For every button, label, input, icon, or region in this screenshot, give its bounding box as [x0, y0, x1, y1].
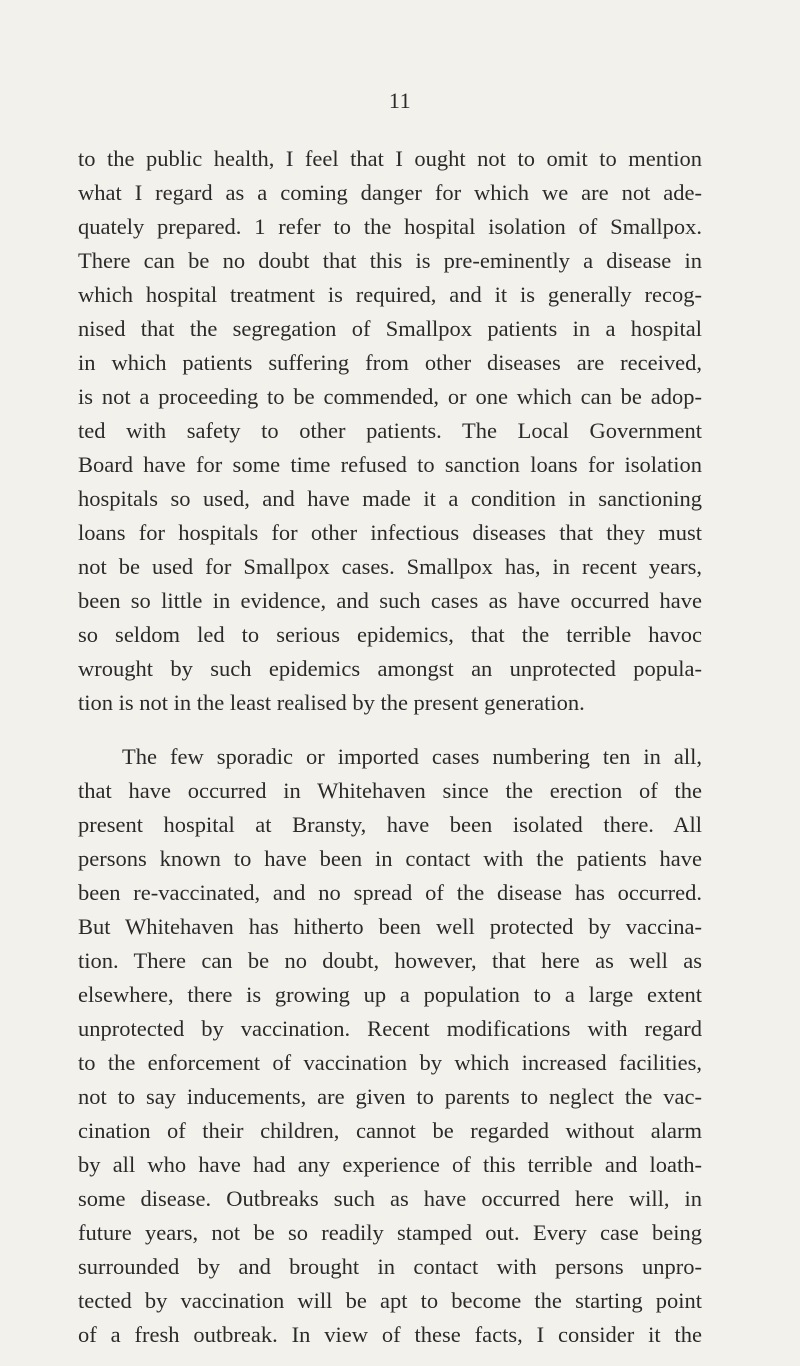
text-line: present hospital at Bransty, have been isolated there. All — [78, 812, 702, 837]
text-line: to the enforcement of vaccination by which increased facilities, — [78, 1050, 702, 1075]
text-line: to the public health, I feel that I ought not to omit to mention — [78, 146, 702, 171]
text-line: tion. There can be no doubt, however, that here as well as — [78, 948, 702, 973]
text-line: There can be no doubt that this is pre-eminently a disease in — [78, 248, 702, 273]
text-line: Board have for some time refused to sanction loans for isolation — [78, 452, 702, 477]
text-line: quately prepared. 1 refer to the hospital isolation of Smallpox. — [78, 214, 702, 239]
text-line: what I regard as a coming danger for which we are not ade- — [78, 180, 702, 205]
text-line: not to say inducements, are given to parents to neglect the vac- — [78, 1084, 702, 1109]
page-number: 11 — [388, 88, 412, 113]
text-line: that have occurred in Whitehaven since the erection of the — [78, 778, 702, 803]
text-line: been so little in evidence, and such cases as have occurred have — [78, 588, 702, 613]
text-line: not be used for Smallpox cases. Smallpox has, in recent years, — [78, 554, 702, 579]
text-line: ted with safety to other patients. The Local Government — [78, 418, 702, 443]
text-line: unprotected by vaccination. Recent modifications with regard — [78, 1016, 702, 1041]
text-line: future years, not be so readily stamped out. Every case being — [78, 1220, 702, 1245]
text-line: loans for hospitals for other infectious diseases that they must — [78, 520, 702, 545]
text-line: persons known to have been in contact with the patients have — [78, 846, 702, 871]
text-line: tion is not in the least realised by the present generation. — [78, 690, 585, 715]
text-line: by all who have had any experience of this terrible and loath- — [78, 1152, 702, 1177]
text-line: The few sporadic or imported cases numbering ten in all, — [122, 744, 702, 769]
text-line: nised that the segregation of Smallpox patients in a hospital — [78, 316, 702, 341]
text-line: surrounded by and brought in contact with persons unpro- — [78, 1254, 702, 1279]
text-line: been re-vaccinated, and no spread of the disease has occurred. — [78, 880, 702, 905]
text-line: But Whitehaven has hitherto been well protected by vaccina- — [78, 914, 702, 939]
text-line: is not a proceeding to be commended, or one which can be adop- — [78, 384, 702, 409]
text-line: wrought by such epidemics amongst an unprotected popula- — [78, 656, 702, 681]
text-line: hospitals so used, and have made it a condition in sanctioning — [78, 486, 702, 511]
text-line: of a fresh outbreak. In view of these facts, I consider it the — [78, 1322, 702, 1347]
text-line: in which patients suffering from other diseases are received, — [78, 350, 702, 375]
text-line: which hospital treatment is required, and it is generally recog- — [78, 282, 702, 307]
text-line: tected by vaccination will be apt to become the starting point — [78, 1288, 702, 1313]
text-line: elsewhere, there is growing up a population to a large extent — [78, 982, 702, 1007]
text-line: cination of their children, cannot be regarded without alarm — [78, 1118, 702, 1143]
text-line: some disease. Outbreaks such as have occurred here will, in — [78, 1186, 702, 1211]
text-line: so seldom led to serious epidemics, that the terrible havoc — [78, 622, 702, 647]
